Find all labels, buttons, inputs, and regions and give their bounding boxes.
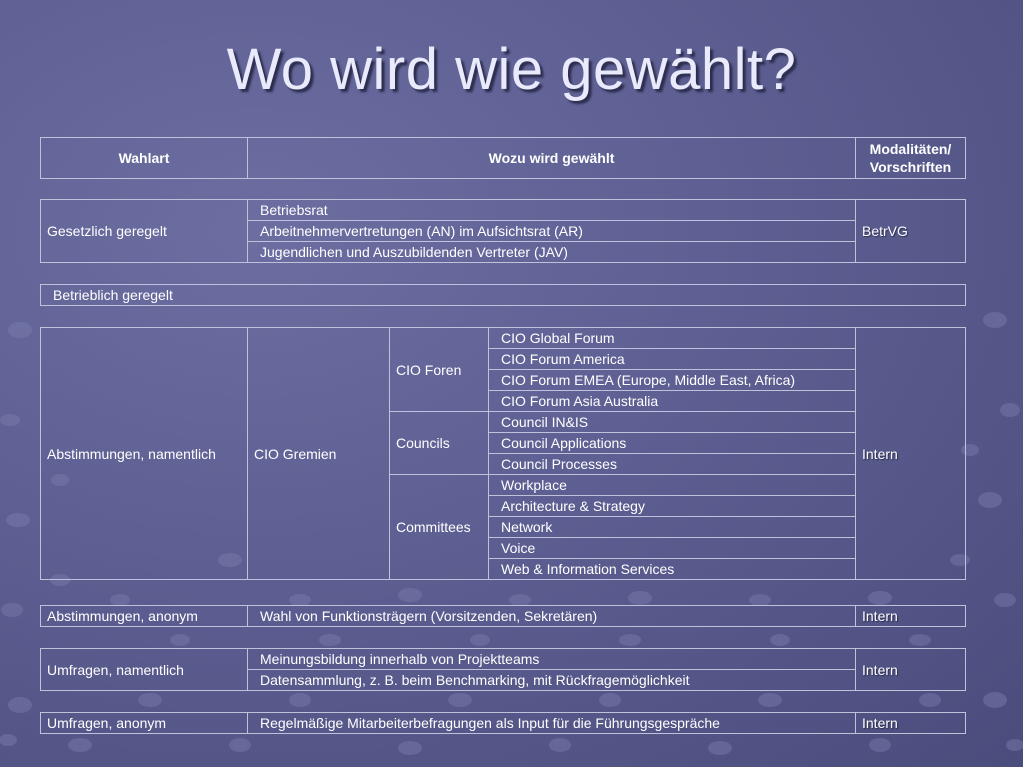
group-item: Architecture & Strategy [489, 496, 856, 517]
umfragen-namentlich-item: Datensammlung, z. B. beim Benchmarking, mit Rückfragemöglichkeit [248, 670, 856, 691]
header-wozu: Wozu wird gewählt [248, 138, 856, 179]
group-item: Council Processes [489, 454, 856, 475]
group-item: CIO Global Forum [489, 328, 856, 349]
umfragen-namentlich-modality: Intern [856, 649, 966, 691]
group-item: CIO Forum Asia Australia [489, 391, 856, 412]
umfragen-anonym-modality: Intern [856, 713, 966, 734]
betrieblich-label: Betrieblich geregelt [41, 285, 966, 306]
gesetzlich-modality: BetrVG [856, 200, 966, 263]
header-table [40, 137, 966, 179]
betrieblich-table [40, 284, 966, 306]
group-committees: Committees [390, 475, 489, 580]
gesetzlich-label: Gesetzlich geregelt [41, 200, 248, 263]
umfragen-anonym-item: Regelmäßige Mitarbeiterbefragungen als Input für die Führungsgespräche [248, 713, 856, 734]
group-item: Web & Information Services [489, 559, 856, 580]
anonym-label: Abstimmungen, anonym [41, 606, 248, 627]
group-item: Network [489, 517, 856, 538]
anonym-modality: Intern [856, 606, 966, 627]
umfragen-anonym-table [40, 712, 966, 734]
group-item: Council IN&IS [489, 412, 856, 433]
umfragen-anonym-label: Umfragen, anonym [41, 713, 248, 734]
group-item: Council Applications [489, 433, 856, 454]
group-councils: Councils [390, 412, 489, 475]
group-item: CIO Forum America [489, 349, 856, 370]
slide-title: Wo wird wie gewählt? [226, 37, 797, 102]
group-item: Workplace [489, 475, 856, 496]
gesetzlich-table [40, 199, 966, 263]
gesetzlich-item: Arbeitnehmervertretungen (AN) im Aufsichtsrat (AR) [248, 221, 856, 242]
header-modalitaeten-line2: Vorschriften [869, 159, 952, 175]
umfragen-namentlich-table [40, 648, 966, 691]
header-modalitaeten-line1: Modalitäten/ [869, 141, 952, 157]
anonym-table [40, 605, 966, 627]
group-item: Voice [489, 538, 856, 559]
group-cio-foren: CIO Foren [390, 328, 489, 412]
header-wahlart: Wahlart [41, 138, 248, 179]
namentlich-body: CIO Gremien [248, 328, 390, 580]
namentlich-modality: Intern [856, 328, 966, 580]
umfragen-namentlich-label: Umfragen, namentlich [41, 649, 248, 691]
gesetzlich-item: Jugendlichen und Auszubildenden Vertreter (JAV) [248, 242, 856, 263]
namentlich-label: Abstimmungen, namentlich [41, 328, 248, 580]
umfragen-namentlich-item: Meinungsbildung innerhalb von Projektteams [248, 649, 856, 670]
namentlich-table [40, 327, 966, 580]
anonym-item: Wahl von Funktionsträgern (Vorsitzenden, Sekretären) [248, 606, 856, 627]
gesetzlich-item: Betriebsrat [248, 200, 856, 221]
group-item: CIO Forum EMEA (Europe, Middle East, Africa) [489, 370, 856, 391]
header-modalitaeten [856, 138, 966, 179]
